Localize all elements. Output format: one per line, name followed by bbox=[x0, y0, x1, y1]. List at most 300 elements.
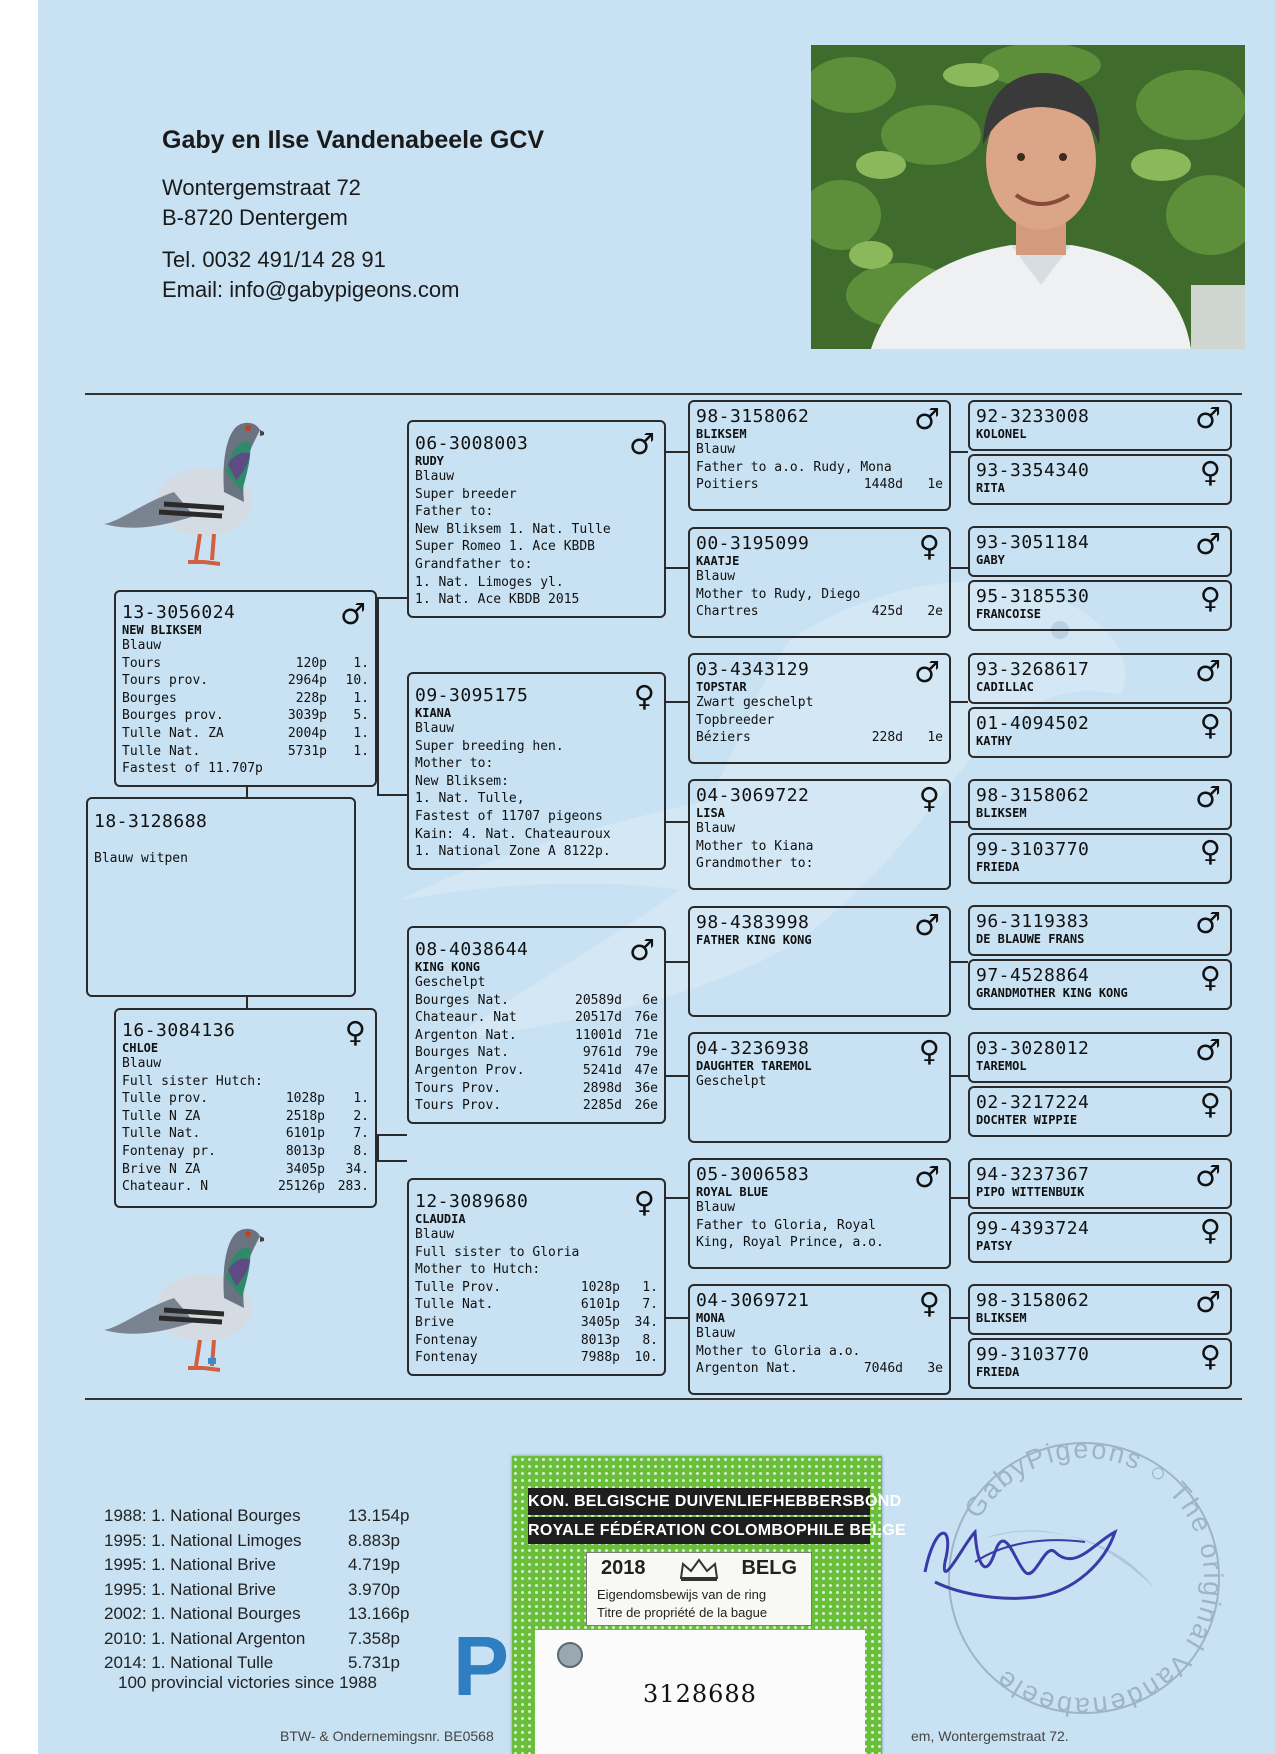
placing: 1. bbox=[353, 743, 369, 759]
pigeon-name: DAUGHTER TAREMOL bbox=[696, 1059, 812, 1073]
result-row bbox=[415, 1080, 658, 1098]
ancestor-card bbox=[968, 707, 1232, 758]
detail-line: Grandfather to: bbox=[415, 556, 533, 572]
pigeon-count: 6101p bbox=[580, 1297, 620, 1313]
pigeon-count: 425d bbox=[871, 604, 903, 620]
pigeon-name: KATHY bbox=[976, 734, 1013, 748]
ring-number: 02-3217224 bbox=[976, 1092, 1090, 1113]
ring-number: 04-3069722 bbox=[696, 785, 810, 806]
male-icon: ♂ bbox=[914, 655, 940, 689]
detail-line: Blauw bbox=[696, 1326, 736, 1341]
pigeon-details bbox=[415, 1226, 658, 1279]
detail-line: Blauw bbox=[415, 469, 455, 484]
placing: 10. bbox=[345, 673, 369, 689]
pigeon-count: 5731p bbox=[287, 743, 327, 759]
race-name: Tours bbox=[122, 655, 162, 671]
ring-year: 2018 bbox=[601, 1557, 646, 1579]
female-icon: ♀ bbox=[1199, 1339, 1221, 1373]
ring-number: 12-3089680 bbox=[415, 1191, 529, 1212]
race-name: Chateaur. Nat bbox=[415, 1010, 517, 1026]
connector bbox=[377, 597, 379, 796]
achievement-pigeons: 5.731p bbox=[348, 1653, 400, 1672]
result-row bbox=[122, 655, 369, 673]
ring-number: 98-3158062 bbox=[696, 406, 810, 427]
detail-line: New Bliksem: bbox=[415, 773, 509, 789]
great-grandparent-card bbox=[688, 779, 951, 890]
male-icon: ♂ bbox=[1195, 1285, 1221, 1319]
pigeon-count: 3405p bbox=[285, 1161, 325, 1177]
placing: 8. bbox=[642, 1332, 658, 1348]
race-name: Béziers bbox=[696, 730, 751, 746]
ring-number: 99-3103770 bbox=[976, 1344, 1090, 1365]
placing: 7. bbox=[642, 1297, 658, 1313]
connector bbox=[246, 996, 248, 1008]
breeder-name: Gaby en Ilse Vandenabeele GCV bbox=[162, 126, 545, 154]
result-row bbox=[122, 672, 369, 690]
pigeon-count: 20517d bbox=[575, 1010, 622, 1026]
ring-number: 04-3069721 bbox=[696, 1290, 810, 1311]
female-icon: ♀ bbox=[1199, 581, 1221, 615]
male-icon: ♂ bbox=[1195, 1033, 1221, 1067]
ring-number: 99-3103770 bbox=[976, 839, 1090, 860]
ring-number: 04-3236938 bbox=[696, 1038, 810, 1059]
ring-number: 93-3268617 bbox=[976, 659, 1090, 680]
result-row bbox=[415, 1044, 658, 1062]
great-grandparent-card bbox=[688, 906, 951, 1017]
card-number-area bbox=[535, 1630, 865, 1754]
race-name: Tulle Nat. bbox=[122, 1126, 201, 1142]
placing: 34. bbox=[345, 1161, 369, 1177]
placing: 2. bbox=[353, 1108, 369, 1124]
pigeon-color: Blauw bbox=[122, 638, 162, 653]
bottom-divider bbox=[85, 1398, 1242, 1400]
male-icon: ♂ bbox=[1195, 401, 1221, 435]
connector bbox=[666, 567, 688, 569]
achievement-text: 1995: 1. National Limoges bbox=[104, 1530, 302, 1550]
ancestor-card bbox=[968, 1212, 1232, 1263]
ancestor-card bbox=[968, 653, 1232, 704]
placing: 1e bbox=[927, 730, 943, 746]
connector bbox=[951, 451, 968, 453]
connector bbox=[666, 821, 688, 823]
ring-number: 98-3158062 bbox=[976, 1290, 1090, 1311]
detail-line: Father to a.o. Rudy, Mona bbox=[696, 459, 892, 475]
achievement-pigeons: 13.166p bbox=[348, 1604, 410, 1623]
female-icon: ♀ bbox=[1199, 455, 1221, 489]
placing: 6e bbox=[642, 992, 658, 1008]
placing: 26e bbox=[634, 1098, 658, 1114]
placing: 47e bbox=[634, 1062, 658, 1078]
ring-number: 98-3158062 bbox=[976, 785, 1090, 806]
female-icon: ♀ bbox=[633, 1185, 655, 1219]
ring-number: 99-4393724 bbox=[976, 1218, 1090, 1239]
pigeon-name: FRANCOISE bbox=[976, 607, 1042, 621]
result-row bbox=[122, 707, 369, 725]
connector bbox=[666, 451, 688, 453]
card-title-panel bbox=[586, 1552, 812, 1626]
ancestor-card bbox=[968, 1338, 1232, 1389]
pigeon-count: 2898d bbox=[582, 1080, 622, 1096]
federation-name-dutch: KON. BELGISCHE DUIVENLIEFHEBBERSBOND bbox=[528, 1488, 870, 1515]
pigeon-count: 8013p bbox=[285, 1143, 325, 1159]
results-list bbox=[122, 655, 369, 761]
race-name: Fontenay bbox=[415, 1332, 478, 1348]
ring-number: 95-3185530 bbox=[976, 586, 1090, 607]
achievement-text: 1995: 1. National Brive bbox=[104, 1579, 276, 1599]
ancestor-card bbox=[968, 905, 1232, 956]
card-title-dutch: Eigendomsbewijs van de ring bbox=[597, 1587, 767, 1602]
pigeon-name: RITA bbox=[976, 481, 1005, 495]
pigeon-count: 2518p bbox=[285, 1108, 325, 1124]
pigeon-name: FRIEDA bbox=[976, 1365, 1020, 1379]
ancestor-card bbox=[968, 526, 1232, 577]
result-row bbox=[122, 1108, 369, 1126]
male-icon: ♂ bbox=[914, 402, 940, 436]
maternal-grandmother-card bbox=[407, 1178, 666, 1376]
pigeon-note: Fastest of 11.707p bbox=[122, 761, 263, 777]
detail-line: 1. National Zone A 8122p. bbox=[415, 844, 611, 860]
pigeon-details bbox=[415, 468, 658, 609]
connector bbox=[377, 1160, 407, 1162]
detail-line: Super breeding hen. bbox=[415, 738, 564, 754]
detail-line: Topbreeder bbox=[696, 712, 775, 728]
connector bbox=[377, 1134, 407, 1136]
race-name: Tulle Nat. ZA bbox=[122, 725, 224, 741]
ring-country: BELG bbox=[741, 1557, 797, 1579]
pigeon-color: Geschelpt bbox=[415, 975, 486, 990]
connector bbox=[666, 961, 688, 963]
connector bbox=[951, 1075, 968, 1077]
placing: 7. bbox=[353, 1126, 369, 1142]
pigeon-count: 2964p bbox=[287, 673, 327, 689]
ring-number: 00-3195099 bbox=[696, 533, 810, 554]
phone-number: Tel. 0032 491/14 28 91 bbox=[162, 247, 386, 272]
ancestor-card bbox=[968, 580, 1232, 631]
placing: 5. bbox=[353, 708, 369, 724]
ring-number: 03-3028012 bbox=[976, 1038, 1090, 1059]
signature bbox=[915, 1502, 1135, 1612]
race-name: Tulle N ZA bbox=[122, 1108, 201, 1124]
achievement-pigeons: 3.970p bbox=[348, 1579, 400, 1599]
pigeon-name: KOLONEL bbox=[976, 427, 1027, 441]
result-row bbox=[122, 1161, 369, 1179]
connector bbox=[951, 1197, 968, 1199]
race-name: Brive bbox=[415, 1314, 455, 1330]
pigeon-name: FATHER KING KONG bbox=[696, 933, 812, 947]
paternal-grandfather-card bbox=[407, 420, 666, 618]
achievement-pigeons: 7.358p bbox=[348, 1628, 400, 1648]
pigeon-name: BLIKSEM bbox=[976, 1311, 1027, 1325]
race-name: Tours Prov. bbox=[415, 1098, 502, 1114]
pigeon-count: 7988p bbox=[580, 1350, 620, 1366]
great-grandparent-card bbox=[688, 653, 951, 764]
female-icon: ♀ bbox=[918, 1286, 940, 1320]
ancestor-card bbox=[968, 1032, 1232, 1083]
male-icon: ♂ bbox=[914, 1160, 940, 1194]
detail-line: Blauw bbox=[696, 442, 736, 457]
male-icon: ♂ bbox=[914, 908, 940, 942]
pigeon-name: PIPO WITTENBUIK bbox=[976, 1185, 1085, 1199]
pigeon-count: 2004p bbox=[287, 725, 327, 741]
pigeon-name: FRIEDA bbox=[976, 860, 1020, 874]
pigeon-illustration bbox=[104, 412, 264, 577]
pigeon-name: RUDY bbox=[415, 454, 444, 468]
pigeon-name: BLIKSEM bbox=[976, 806, 1027, 820]
result-row bbox=[415, 1296, 658, 1314]
stamp-text: GabyPigeons ○ The original Vandenabeele bbox=[958, 1433, 1229, 1723]
detail-line: Blauw bbox=[696, 1200, 736, 1215]
ancestor-card bbox=[968, 1086, 1232, 1137]
pigeon-name: GABY bbox=[976, 553, 1005, 567]
achievement-text: 1995: 1. National Brive bbox=[104, 1555, 276, 1574]
pigeon-name: ROYAL BLUE bbox=[696, 1185, 769, 1199]
placing: 8. bbox=[353, 1143, 369, 1159]
father-card bbox=[114, 590, 377, 787]
ring-number: 06-3008003 bbox=[415, 433, 529, 454]
pigeon-count: 5241d bbox=[582, 1062, 622, 1078]
pigeon-count: 1028p bbox=[580, 1279, 620, 1295]
result-row bbox=[415, 1349, 658, 1367]
placing: 1. bbox=[353, 1091, 369, 1107]
detail-line: Geschelpt bbox=[696, 1074, 767, 1089]
ring-number: 09-3095175 bbox=[415, 685, 529, 706]
female-icon: ♀ bbox=[1199, 1213, 1221, 1247]
ring-number: 03-4343129 bbox=[696, 659, 810, 680]
pigeon-count: 3405p bbox=[580, 1314, 620, 1330]
male-icon: ♂ bbox=[1195, 527, 1221, 561]
great-grandparent-card bbox=[688, 400, 951, 511]
detail-line: Grandmother to: bbox=[696, 856, 814, 872]
breeder-photo bbox=[811, 45, 1245, 349]
detail-line: Mother to Hutch: bbox=[415, 1262, 541, 1278]
connector bbox=[951, 701, 968, 703]
race-name: Fontenay bbox=[415, 1350, 478, 1366]
pigeon-name: TAREMOL bbox=[976, 1059, 1027, 1073]
female-icon: ♀ bbox=[918, 529, 940, 563]
pigeon-count: 9761d bbox=[582, 1045, 622, 1061]
pigeon-count: 3039p bbox=[287, 708, 327, 724]
achievement-pigeons: 8.883p bbox=[348, 1530, 400, 1550]
detail-line: Blauw bbox=[696, 569, 736, 584]
connector bbox=[951, 567, 968, 569]
connector bbox=[377, 597, 407, 599]
paternal-grandmother-card bbox=[407, 672, 666, 870]
pigeon-count: 7046d bbox=[863, 1361, 903, 1377]
pigeon-count: 11001d bbox=[575, 1027, 622, 1043]
result-row bbox=[122, 1125, 369, 1143]
punch-hole bbox=[557, 1642, 583, 1668]
achievement-pigeons: 13.154p bbox=[348, 1506, 410, 1525]
result-row bbox=[696, 1360, 943, 1378]
connector bbox=[666, 1075, 688, 1077]
connector bbox=[666, 1197, 688, 1199]
race-name: Bourges prov. bbox=[122, 708, 224, 724]
detail-line: Mother to Gloria a.o. bbox=[696, 1343, 861, 1359]
race-name: Chateaur. N bbox=[122, 1179, 209, 1195]
ring-number: 16-3084136 bbox=[122, 1020, 236, 1041]
male-icon: ♂ bbox=[629, 933, 655, 967]
provincial-victories: 100 provincial victories since 1988 bbox=[118, 1673, 377, 1692]
connector bbox=[951, 1317, 968, 1319]
female-icon: ♀ bbox=[918, 1034, 940, 1068]
ring-number: 13-3056024 bbox=[122, 602, 236, 623]
ancestor-card bbox=[968, 400, 1232, 451]
result-row bbox=[415, 1332, 658, 1350]
logo-letter: P bbox=[453, 1619, 510, 1713]
pigeon-name: CHLOE bbox=[122, 1041, 159, 1055]
result-row bbox=[415, 1062, 658, 1080]
male-icon: ♂ bbox=[1195, 1159, 1221, 1193]
detail-line: 1. Nat. Tulle, bbox=[415, 791, 525, 807]
placing: 1. bbox=[353, 725, 369, 741]
result-row bbox=[122, 743, 369, 761]
pigeon-count: 6101p bbox=[285, 1126, 325, 1142]
race-name: Poitiers bbox=[696, 477, 759, 493]
ring-number: 96-3119383 bbox=[976, 911, 1090, 932]
female-icon: ♀ bbox=[1199, 960, 1221, 994]
achievement-pigeons: 4.719p bbox=[348, 1555, 400, 1574]
pigeon-name: PATSY bbox=[976, 1239, 1013, 1253]
detail-line: 1. Nat. Limoges yl. bbox=[415, 574, 564, 590]
race-name: Tulle Nat. bbox=[122, 743, 201, 759]
result-row bbox=[122, 690, 369, 708]
email-address: Email: info@gabypigeons.com bbox=[162, 277, 460, 302]
ancestor-card bbox=[968, 779, 1232, 830]
connector bbox=[951, 821, 968, 823]
female-icon: ♀ bbox=[1199, 834, 1221, 868]
result-row bbox=[415, 1027, 658, 1045]
male-icon: ♂ bbox=[1195, 780, 1221, 814]
detail-line: Blauw bbox=[696, 821, 736, 836]
ring-number: 93-3051184 bbox=[976, 532, 1090, 553]
pigeon-name: KIANA bbox=[415, 706, 452, 720]
detail-line: Father to Gloria, Royal bbox=[696, 1217, 877, 1233]
great-grandparent-card bbox=[688, 1032, 951, 1143]
race-name: Bourges Nat. bbox=[415, 1045, 509, 1061]
detail-line: Mother to: bbox=[415, 756, 494, 772]
result-row bbox=[415, 1279, 658, 1297]
race-name: Tulle Nat. bbox=[415, 1297, 494, 1313]
achievement-text: 1988: 1. National Bourges bbox=[104, 1506, 301, 1525]
placing: 1e bbox=[927, 477, 943, 493]
detail-line: King, Royal Prince, a.o. bbox=[696, 1235, 884, 1251]
placing: 283. bbox=[337, 1179, 369, 1195]
race-name: Fontenay pr. bbox=[122, 1143, 216, 1159]
race-name: Bourges Nat. bbox=[415, 992, 509, 1008]
placing: 71e bbox=[634, 1027, 658, 1043]
ring-number: 94-3237367 bbox=[976, 1164, 1090, 1185]
great-grandparent-card bbox=[688, 527, 951, 638]
placing: 1. bbox=[353, 655, 369, 671]
placing: 1. bbox=[353, 690, 369, 706]
race-name: Tulle Prov. bbox=[415, 1279, 502, 1295]
pigeon-name: DOCHTER WIPPIE bbox=[976, 1113, 1078, 1127]
detail-line: Blauw bbox=[415, 721, 455, 736]
connector bbox=[951, 961, 968, 963]
pigeon-name: BLIKSEM bbox=[696, 427, 747, 441]
results-list bbox=[122, 1090, 369, 1196]
crown-icon bbox=[677, 1556, 721, 1582]
detail-line: Blauw bbox=[415, 1227, 455, 1242]
race-name: Argenton Nat. bbox=[696, 1361, 798, 1377]
pigeon-count: 8013p bbox=[580, 1332, 620, 1348]
pigeon-count: 1028p bbox=[285, 1091, 325, 1107]
placing: 1. bbox=[642, 1279, 658, 1295]
ring-number: 93-3354340 bbox=[976, 460, 1090, 481]
ring-number: 98-4383998 bbox=[696, 912, 810, 933]
result-row bbox=[415, 1097, 658, 1115]
detail-line: Super breeder bbox=[415, 486, 517, 502]
result-row bbox=[415, 992, 658, 1010]
race-name: Chartres bbox=[696, 604, 759, 620]
detail-line: Kain: 4. Nat. Chateauroux bbox=[415, 826, 611, 842]
female-icon: ♀ bbox=[633, 679, 655, 713]
placing: 79e bbox=[634, 1045, 658, 1061]
male-icon: ♂ bbox=[340, 597, 366, 631]
address-city: B-8720 Dentergem bbox=[162, 205, 348, 230]
ancestor-card bbox=[968, 454, 1232, 505]
results-list bbox=[415, 1279, 658, 1367]
connector bbox=[666, 1317, 688, 1319]
ancestor-card bbox=[968, 1158, 1232, 1209]
race-name: Argenton Prov. bbox=[415, 1062, 525, 1078]
pigeon-name: NEW BLIKSEM bbox=[122, 623, 202, 637]
achievement-text: 2002: 1. National Bourges bbox=[104, 1604, 301, 1623]
great-grandparent-card bbox=[688, 1158, 951, 1269]
detail-line: Mother to Rudy, Diego bbox=[696, 586, 861, 602]
result-row bbox=[696, 603, 943, 621]
placing: 76e bbox=[634, 1010, 658, 1026]
result-row bbox=[122, 1143, 369, 1161]
federation-name-french: ROYALE FÉDÉRATION COLOMBOPHILE BELGE bbox=[528, 1517, 870, 1544]
race-name: Bourges bbox=[122, 690, 177, 706]
pigeon-name: DE BLAUWE FRANS bbox=[976, 932, 1085, 946]
card-title-french: Titre de propriété de la bague bbox=[597, 1605, 768, 1620]
ring-number: 05-3006583 bbox=[696, 1164, 810, 1185]
race-name: Argenton Nat. bbox=[415, 1027, 517, 1043]
placing: 3e bbox=[927, 1361, 943, 1377]
pigeon-count: 2285d bbox=[582, 1098, 622, 1114]
result-row bbox=[122, 1090, 369, 1108]
pigeon-count: 228p bbox=[295, 690, 327, 706]
pigeon-name: TOPSTAR bbox=[696, 680, 747, 694]
ring-number: 92-3233008 bbox=[976, 406, 1090, 427]
ancestor-card bbox=[968, 833, 1232, 884]
male-icon: ♂ bbox=[1195, 654, 1221, 688]
ring-number: 18-3128688 bbox=[94, 811, 208, 832]
address-street: Wontergemstraat 72 bbox=[162, 175, 361, 200]
male-icon: ♂ bbox=[629, 427, 655, 461]
footer-vat: BTW- & Ondernemingsnr. BE0568 bbox=[280, 1728, 494, 1744]
ring-number: 01-4094502 bbox=[976, 713, 1090, 734]
placing: 34. bbox=[634, 1314, 658, 1330]
footer-address: em, Wontergemstraat 72. bbox=[911, 1728, 1069, 1744]
pigeon-note: Full sister Hutch: bbox=[122, 1073, 263, 1089]
race-name: Brive N ZA bbox=[122, 1161, 201, 1177]
pigeon-color: Blauw witpen bbox=[94, 851, 188, 866]
race-name: Tours Prov. bbox=[415, 1080, 502, 1096]
pigeon-name: KAATJE bbox=[696, 554, 740, 568]
detail-line: New Bliksem 1. Nat. Tulle bbox=[415, 521, 611, 537]
detail-line: Fastest of 11707 pigeons bbox=[415, 808, 603, 824]
ancestor-card bbox=[968, 1284, 1232, 1335]
male-icon: ♂ bbox=[1195, 906, 1221, 940]
placing: 10. bbox=[634, 1350, 658, 1366]
ancestor-card bbox=[968, 959, 1232, 1010]
female-icon: ♀ bbox=[344, 1015, 366, 1049]
pigeon-name: KING KONG bbox=[415, 960, 481, 974]
result-row bbox=[415, 1314, 658, 1332]
